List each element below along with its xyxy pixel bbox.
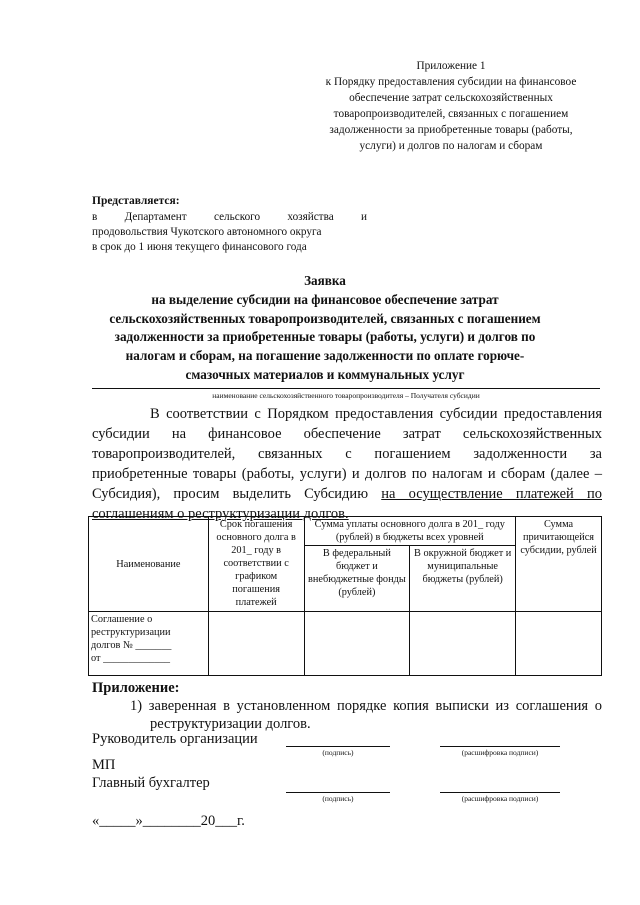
appendix-header bbox=[300, 58, 602, 154]
cell-district[interactable] bbox=[410, 612, 516, 676]
appendix-line: услуги) и долгов по налогам и сборам bbox=[359, 140, 543, 152]
row-agreement-name bbox=[89, 612, 209, 676]
head-label: Руководитель организации bbox=[92, 731, 258, 747]
agreement-text: от _____________ bbox=[91, 653, 171, 664]
body-text-underlined: соглашениям о реструктуризации долгов. bbox=[92, 506, 349, 522]
appendix-line: Приложение 1 bbox=[416, 60, 486, 72]
accountant-transcript-line[interactable] bbox=[440, 792, 560, 793]
head-signature-caption: (подпись) bbox=[322, 748, 354, 757]
attachment-item bbox=[130, 697, 602, 733]
header-name: Наименование bbox=[89, 517, 209, 612]
header-federal: В федеральный бюджет и внебюджетные фонды (рублей) bbox=[304, 546, 410, 612]
header-sum-group: Сумма уплаты основного долга в 201_ году (рублей) в бюджеты всех уровней bbox=[304, 517, 516, 546]
accountant-label: Главный бухгалтер bbox=[92, 775, 210, 791]
agreement-text: реструктуризации bbox=[91, 627, 171, 638]
accountant-transcript-caption: (расшифровка подписи) bbox=[461, 794, 539, 803]
heading-line: смазочных материалов и коммунальных услуг bbox=[185, 366, 465, 382]
recipient-caption: наименование сельскохозяйственного товаропроизводителя – Получателя субсидии bbox=[212, 391, 480, 400]
body-line: субсидии на финансовое обеспечение затрат сельскохозяйственных bbox=[92, 426, 602, 442]
appendix-line: обеспечение затрат сельскохозяйственных bbox=[349, 92, 553, 104]
body-text-plain: Субсидия), просим выделить Субсидию bbox=[92, 486, 369, 502]
submit-block bbox=[92, 210, 367, 255]
attachment-number: 1) bbox=[130, 698, 143, 714]
head-transcript-line[interactable] bbox=[440, 746, 560, 747]
appendix-line: к Порядку предоставления субсидии на финансовое bbox=[325, 76, 577, 88]
head-transcript-caption: (расшифровка подписи) bbox=[461, 748, 539, 757]
cell-federal[interactable] bbox=[304, 612, 410, 676]
heading-title: Заявка bbox=[304, 273, 346, 288]
document-heading bbox=[80, 272, 570, 385]
accountant-signature-line[interactable] bbox=[286, 792, 390, 793]
attachment-title: Приложение: bbox=[92, 680, 180, 696]
submit-title: Представляется: bbox=[92, 195, 180, 207]
heading-line: налогам и сборам, на погашение задолженности по оплате горюче- bbox=[125, 348, 525, 364]
date-line[interactable]: «_____»________20___г. bbox=[92, 813, 245, 829]
body-text-underlined: на осуществление платежей по bbox=[381, 486, 602, 502]
header-term: Срок погашения основного долга в 201_ году в соответствии с графиком погашения платежей bbox=[208, 517, 304, 612]
cell-term[interactable] bbox=[208, 612, 304, 676]
body-line: приобретенные товары (работы, услуги) и долгов по налогам и сборам (далее – bbox=[92, 466, 602, 482]
subsidy-table bbox=[88, 516, 602, 676]
body-paragraph bbox=[92, 404, 602, 524]
header-district: В окружной бюджет и муниципальные бюджеты (рублей) bbox=[410, 546, 516, 612]
appendix-line: товаропроизводителей, связанных с погашением bbox=[333, 108, 569, 120]
recipient-name-line[interactable] bbox=[92, 388, 600, 389]
submit-line: продовольствия Чукотского автономного округа bbox=[92, 226, 322, 238]
body-line: В соответствии с Порядком предоставления субсидии предоставления bbox=[150, 406, 602, 422]
attachment-text: реструктуризации долгов. bbox=[150, 716, 311, 732]
stamp-label: МП bbox=[92, 757, 116, 773]
accountant-signature-caption: (подпись) bbox=[322, 794, 354, 803]
header-subsidy: Сумма причитающейся субсидии, рублей bbox=[516, 517, 602, 612]
heading-line: задолженности за приобретенные товары (работы, услуги) и долгов по bbox=[114, 329, 536, 345]
agreement-text: Соглашение о bbox=[91, 614, 153, 625]
body-line bbox=[92, 484, 602, 504]
cell-subsidy[interactable] bbox=[516, 612, 602, 676]
appendix-line: задолженности за приобретенные товары (работы, bbox=[329, 124, 573, 136]
attachment-text: заверенная в установленном порядке копия выписки из соглашения о bbox=[148, 698, 603, 714]
submit-line: в Департамент сельского хозяйства и bbox=[92, 211, 367, 223]
head-signature-line[interactable] bbox=[286, 746, 390, 747]
heading-line: на выделение субсидии на финансовое обеспечение затрат bbox=[151, 291, 499, 307]
heading-line: сельскохозяйственных товаропроизводителей, связанных с погашением bbox=[109, 310, 541, 326]
agreement-text: долгов № _______ bbox=[91, 640, 172, 651]
body-line: товаропроизводителей, связанных с погашением задолженности за bbox=[92, 446, 602, 462]
submit-line: в срок до 1 июня текущего финансового года bbox=[92, 241, 307, 253]
